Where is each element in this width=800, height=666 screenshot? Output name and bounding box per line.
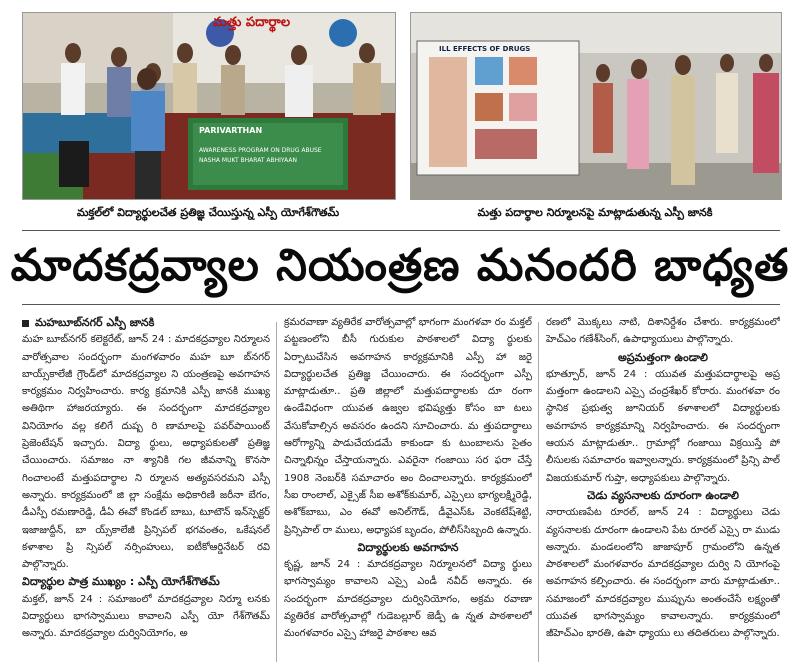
page-headline: మాదకద్రవ్యాల నియంత్రణ మనందరి బాధ్యత: [10, 240, 790, 291]
rule-bottom: [22, 304, 780, 305]
article-body: మహ బూబ్‌నగర్ కలెక్టరేట్, జూన్ 24 : మాదకద్రవ్యాల నిర్మూలన వారోత్సవాల సందర్భంగా మంగళవారం మహ బూ బ్‌నగర్ బాయ్స్‌కాలేజీ గ్రౌండ్‌లో మాదకద్రవ్యాల ని యంత్రణపై అవగాహన కార్యక్రమం నిర్వహించారు. కార్య క్రమానికి ఎస్పీ జానకి ముఖ్య అతిథిగా హాజరయ్యారు. ఈ సందర్భంగా మాదకద్రవ్యాల వినియోగం వల్ల కలిగే దుష్ప రి ణామాలపై పవర్‌పాయింట్ ప్రెజెంటేషన్ ఇచ్చారు. విద్యా ర్థులు, అధ్యాపకులతో ప్రతిజ్ఞ చేయించారు. సమాజం నా శ్యానికి గల జీవనాన్ని కొనసా గించాలంటే మత్తుపదార్థాల ని ర్మూలన అత్యవసరమని ఎస్పీ అన్నారు. కార్యక్రమంలో జి ల్లా సంక్షేమ అధికారిణి జరీనా బేగం, డీఎస్పీ రమణారెడ్డి, డీఏ ఈవో కొండల్ బాబు, టూటౌన్ ఇన్‌స్పెక్టర్ ఇజాజుద్దీన్, బా య్స్‌కాలేజీ ప్రిన్సిపల్ భగవంతం, ఒకేషనల్ కళాశాల ప్రి న్సిపల్ నర్సింహులు, ఐటీకోఆర్డినేటర్ రవి పాల్గొన్నారు.: [22, 334, 270, 571]
article-body-final: నారాయణపేట రూరల్, జూన్ 24 : విద్యార్థులు చెడు వ్యసనాలకు దూరంగా ఉండాలని పేట రూరల్ ఎస్సై రా ముడు అన్నారు. మండలంలోని జాజాపూర్ గ్రామంలోని ఉన్నత పాఠశాలలో మంగళవారం మాదకద్రవ్యాల దుర్వి ని యోగంపై అవగాహన కల్పించారు. ఈ సందర్భంగా వారు మాట్లాడుతూ.. సమాజంలో మాదకద్రవ్యాల ముప్పును అంతంచేసే లక్ష్యంతో యువత భాగస్వామ్యం కావాలన్నారు. కార్యక్రమంలో జీహెచ్ఎం భారతి, ఉపా ధ్యాయు లు తదితరులు పాల్గొన్నారు.: [546, 507, 780, 640]
article-body-continued: మక్తల్, జూన్ 24 : సమాజంలో మాదకద్రవ్యాల నిర్మూ లనకు విద్యార్థులు భాగస్వాములు కావాలని ఎస్పీ యో గేశ్‌గౌతమ్ అన్నారు. మాదకద్రవ్యాల దుర్వినియోగం, అ: [22, 593, 270, 640]
article-column-3: [546, 314, 780, 664]
photo-caption-right: మత్తు పదార్థాల నిర్మూలనపై మాట్లాడుతున్న ఎస్పీ జానకి: [477, 206, 713, 219]
article-body-continued: భూత్పూర్, జూన్ 24 : యువత మత్తుపదార్థాలపై అప్ర మత్తంగా ఉండాలని ఎస్సై చంద్రశేఖర్ కోరారు. మంగళవా రం స్థానిక ప్రభుత్వ జూనియర్ కళాశాలలో విద్యార్థులకు అవగాహన కార్యక్రమాన్ని నిర్వహించారు. ఈ సందర్భంగా ఆయన మాట్లాడుతూ.. గ్రామాల్లో గంజాయి విక్రయిస్తే పో లీసులకు సమాచారం ఇవ్వాలన్నారు. కార్యక్రమంలో ప్రిన్సి పాల్ విజయకుమార్ గుప్తా, అధ్యాపకులు పాల్గొన్నారు.: [546, 368, 780, 484]
subheading: అప్రమత్తంగా ఉండాలి: [618, 350, 708, 364]
article-body: రణలో మొక్కలు నాటి, దిశానిర్దేశం చేశారు. కార్యక్రమంలో హెచ్ఎం గణేశ్‌సింగ్, ఉపాధ్యాయులు పాల్గొన్నారు.: [546, 317, 780, 346]
article-byline: [22, 314, 270, 331]
column-divider: [276, 322, 277, 662]
poster-title: ILL EFFECTS OF DRUGS: [439, 45, 531, 53]
subheading: విద్యార్థుల పాత్ర ముఖ్యం : ఎస్పీ యోగేశ్‌గౌతమ్: [22, 575, 220, 589]
bullet-icon: [22, 320, 29, 327]
article-body-continued: కృష్ణ, జూన్ 24 : మాదకద్రవ్యాల నిర్మూలనలో విద్యా ర్థులు భాగస్వామ్యం కావాలని ఎస్సై ఎండీ నవీద్ అన్నారు. ఈ సందర్భంగా మాదకద్రవ్యాల దుర్వినియోగం, అక్రమ రవాణా వ్యతిరేక వారోత్సవాల్లో గుడెబల్లూర్ జెడ్పీ ఉ న్నత పాఠశాలలో మంగళవారం ఎస్సై హాజరై పాఠశాల ఆవ: [284, 559, 532, 640]
banner-line-1: AWARENESS PROGRAM ON DRUG ABUSE: [199, 147, 322, 154]
banner-top-text: మత్తు పదార్థాల: [213, 15, 291, 30]
subheading: విద్యార్థులకు అవగాహన: [357, 540, 459, 554]
article-column-2: [284, 314, 532, 664]
subheading-2: చెడు వ్యసనాలకు దూరంగా ఉండాలి: [586, 488, 739, 502]
photo-pledge-event: [22, 12, 396, 200]
article-body: క్రమరవాణా వ్యతిరేక వారోత్సవాల్లో భాగంగా మంగళవా రం మక్తల్ పట్టణంలోని బీసీ గురుకుల పాఠశాలలో విద్యా ర్థులకు ఏర్పాటుచేసిన అవగాహన కార్యక్రమానికి ఎస్పీ హా జరై విద్యార్థులచేత ప్రతిజ్ఞ చేయించారు. ఈ సందర్భంగా ఎస్పీ మాట్లాడుతూ.. ప్రతి జిల్లాలో మత్తుపదార్థాలకు దూ రంగా ఉండేవిధంగా యువత ఉజ్వల భవిష్యత్తు కోసం బా టలు వేసుకోవాల్సిన అవసరం ఉందని సూచించారు. మ త్తుపదార్థాలు ఆరోగ్యాన్ని పాడుచేయడమే కాకుండా కు టుంబాలను సైతం చిన్నాభిన్నం చేస్తాయన్నారు. ఎవరైనా గంజాయి సర ఫరా చేస్తే 1908 నెంబర్‌కి సమాచారం అం దించాలన్నారు. కార్యక్రమంలో సీఐ రాంలాల్, ఎక్సైజ్ సీఐ అశోక్‌కుమార్, ఎస్సైలు భాగ్యలక్ష్మిరెడ్డి, అశోక్‌బాబు, ఎం ఈవో అనిల్‌గౌడ్, డీవైఎస్‌ఓ వెంకటేష్‌శెట్టి, ప్రిన్సిపాల్ రా ములు, అధ్యాపక బృందం, పోలీస్‌సిబ్బంది ఉన్నారు.: [284, 317, 532, 536]
banner-line-2: NASHA MUKT BHARAT ABHIYAAN: [199, 157, 297, 164]
article-column-1: [22, 314, 270, 664]
photo-sp-speaking: [410, 12, 782, 200]
photo-caption-left: మక్తల్‌లో విద్యార్థులచేత ప్రతిజ్ఞ చేయిస్తున్న ఎస్పీ యోగేశ్‌గౌతమ్: [76, 206, 340, 219]
byline-text: మహబూబ్‌నగర్ ఎస్పీ జానకి: [35, 316, 155, 329]
rule-top: [22, 230, 780, 231]
column-divider: [538, 322, 539, 662]
banner-title: PARIVARTHAN: [199, 126, 263, 135]
